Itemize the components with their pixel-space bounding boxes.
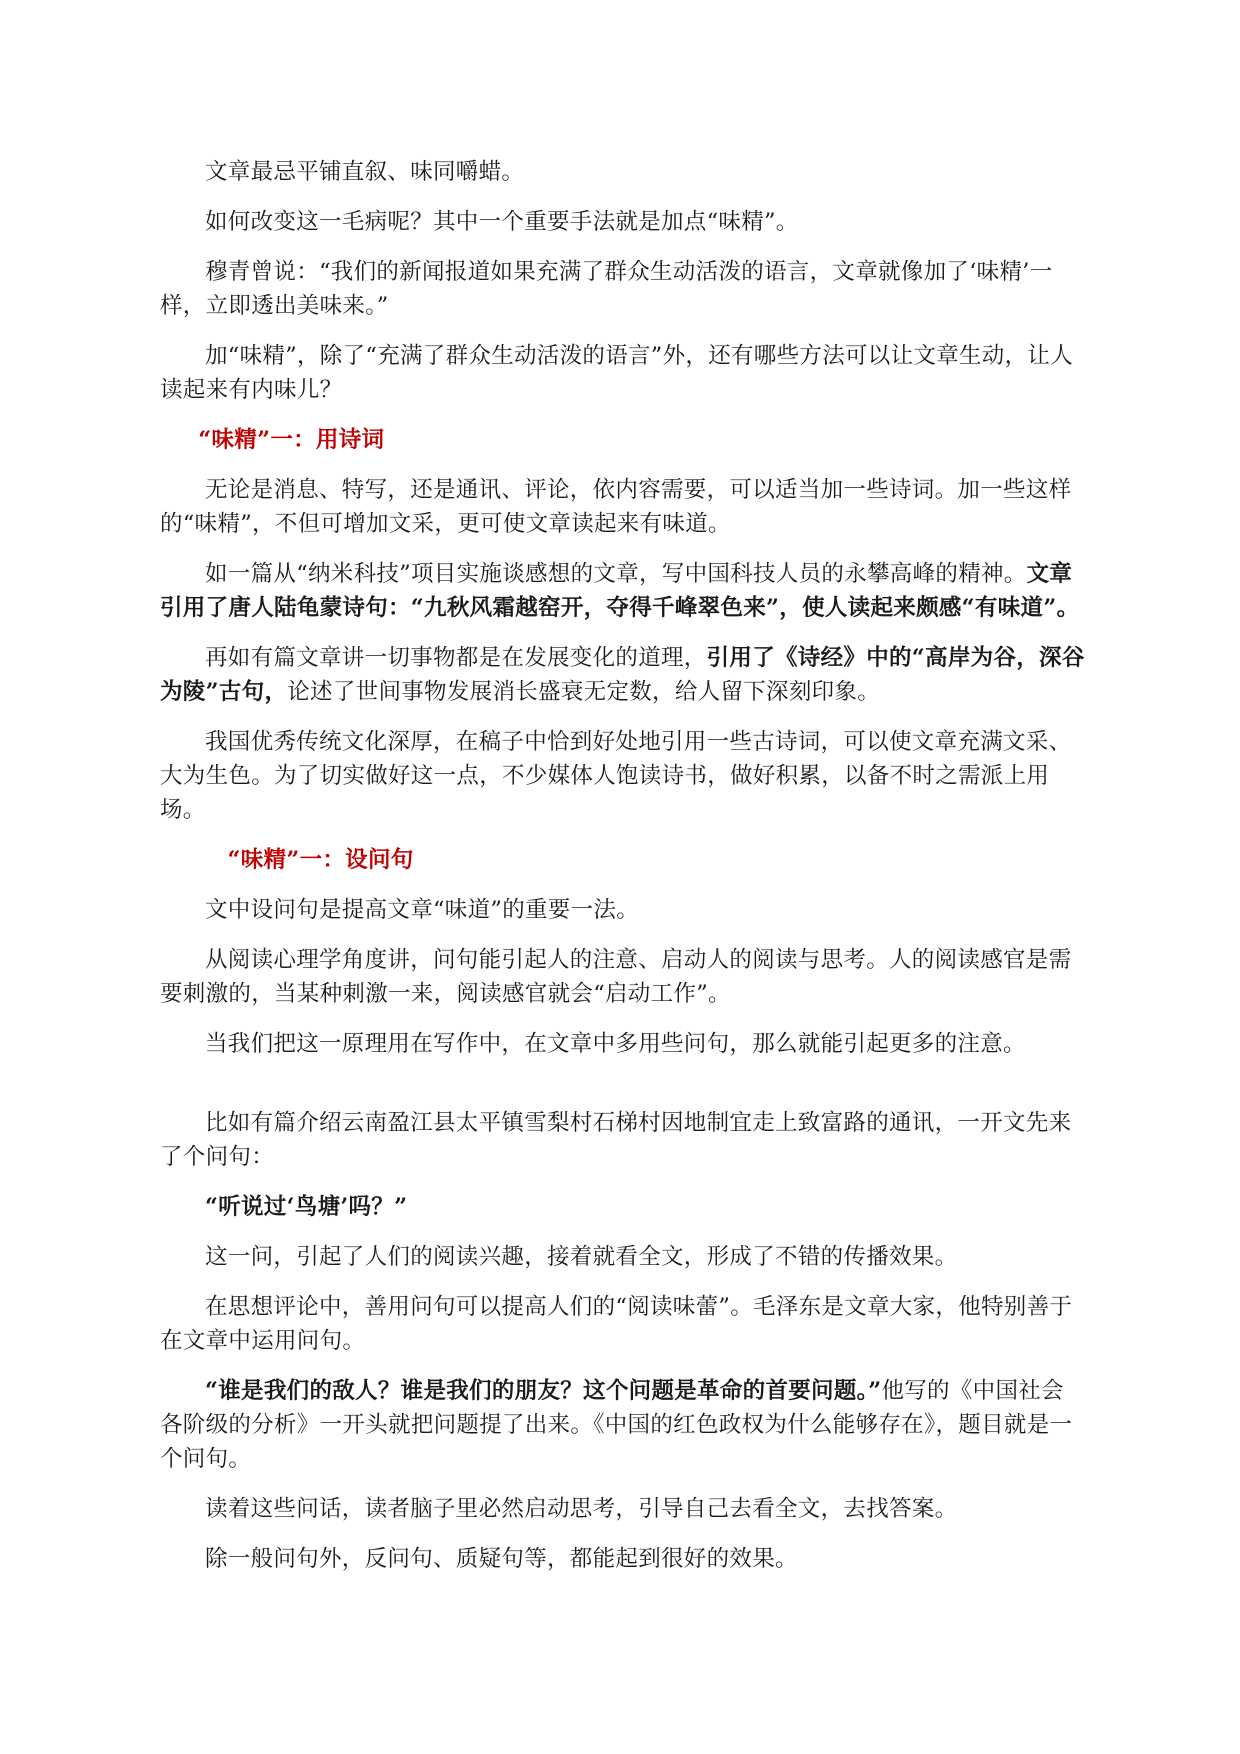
bold-quote: “听说过‘鸟塘’吗？” xyxy=(205,1194,408,1220)
article-body xyxy=(160,155,1085,1592)
paragraph: 读着这些问话，读者脑子里必然启动思考，引导自己去看全文，去找答案。 xyxy=(205,1496,958,1522)
paragraph-text: 如一篇从“纳米科技”项目实施谈感想的文章，写中国科技人员的永攀高峰的精神。 xyxy=(205,561,1027,587)
paragraph xyxy=(160,641,1085,709)
paragraph: 穆青曾说：“我们的新闻报道如果充满了群众生动活泼的语言，文章就像加了‘味精’一样，立即透出美味来。” xyxy=(160,259,1053,319)
paragraph: 如何改变这一毛病呢？其中一个重要手法就是加点“味精”。 xyxy=(205,209,799,235)
paragraph: 除一般问句外，反问句、质疑句等，都能起到很好的效果。 xyxy=(205,1546,798,1572)
paragraph-text: 再如有篇文章讲一切事物都是在发展变化的道理， xyxy=(205,645,707,671)
paragraph: 这一问，引起了人们的阅读兴趣，接着就看全文，形成了不错的传播效果。 xyxy=(205,1244,958,1270)
bold-quote: 文章引用了唐人陆龟蒙诗句：“九秋风霜越窑开，夺得千峰翠色来”，使人读起来颇感“有味道”。 xyxy=(160,561,1080,621)
paragraph: 比如有篇介绍云南盈江县太平镇雪梨村石梯村因地制宜走上致富路的通讯，一开文先来了个问句： xyxy=(160,1110,1072,1170)
paragraph-text: 论述了世间事物发展消长盛衰无定数，给人留下深刻印象。 xyxy=(287,679,881,705)
bold-quote: “谁是我们的敌人？谁是我们的朋友？这个问题是革命的首要问题。” xyxy=(205,1378,882,1404)
paragraph: 文章最忌平铺直叙、味同嚼蜡。 xyxy=(205,159,525,185)
paragraph: 加“味精”，除了“充满了群众生动活泼的语言”外，还有哪些方法可以让文章生动，让人读起来有内味儿？ xyxy=(160,343,1074,403)
paragraph: 从阅读心理学角度讲，问句能引起人的注意、启动人的阅读与思考。人的阅读感官是需要刺激的，当某种刺激一来，阅读感官就会“启动工作”。 xyxy=(160,947,1072,1007)
bold-quote: 引用了《诗经》中的“高岸为谷，深谷为陵”古句， xyxy=(160,645,1085,705)
paragraph xyxy=(160,557,1085,625)
paragraph xyxy=(160,1374,1085,1476)
paragraph: 无论是消息、特写，还是通讯、评论，依内容需要，可以适当加一些诗词。加一些这样的“味精”，不但可增加文采，更可使文章读起来有味道。 xyxy=(160,477,1072,537)
paragraph: 我国优秀传统文化深厚，在稿子中恰到好处地引用一些古诗词，可以使文章充满文采、大为生色。为了切实做好这一点，不少媒体人饱读诗书，做好积累，以备不时之需派上用场。 xyxy=(160,729,1072,823)
paragraph: 在思想评论中，善用问句可以提高人们的“阅读味蕾”。毛泽东是文章大家，他特别善于在文章中运用问句。 xyxy=(160,1294,1073,1354)
paragraph: 文中设问句是提高文章“味道”的重要一法。 xyxy=(205,897,640,923)
paragraph-text: 他写的《中国社会各阶级的分析》一开头就把问题提了出来。《中国的红色政权为什么能够存在》，题目就是一个问句。 xyxy=(160,1378,1073,1472)
section-heading-questions: “味精”一：设问句 xyxy=(227,847,414,873)
section-heading-poetry: “味精”一：用诗词 xyxy=(198,427,385,453)
paragraph: 当我们把这一原理用在写作中，在文章中多用些问句，那么就能引起更多的注意。 xyxy=(205,1031,1026,1057)
